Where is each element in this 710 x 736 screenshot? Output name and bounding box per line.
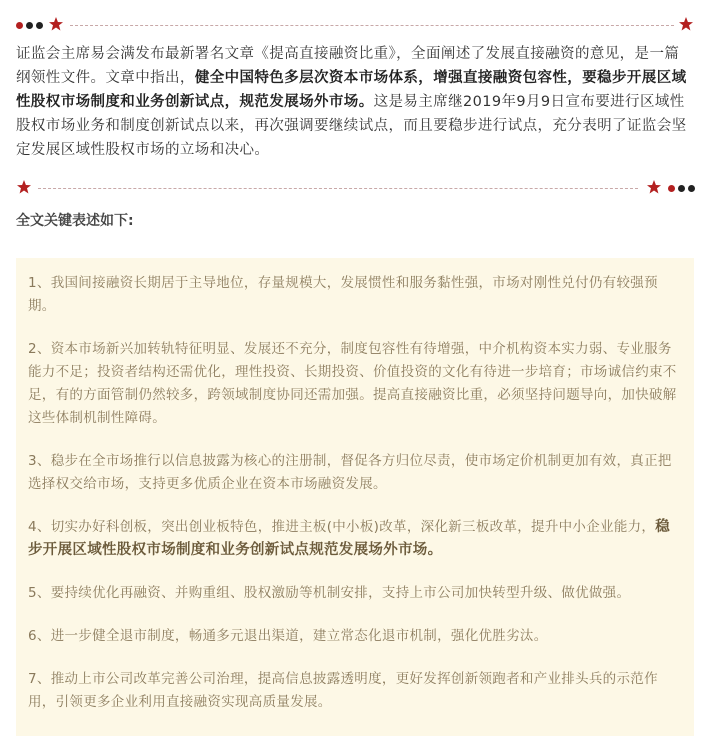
intro-paragraph xyxy=(16,42,694,162)
dot-icon xyxy=(26,22,33,29)
list-item: 2、资本市场新兴加转轨特征明显、发展还不充分，制度包容性有待增强，中介机构资本实力弱、专业服务能力不足；投资者结构还需优化，理性投资、长期投资、价值投资的文化有待进一步培育；市场诚信约束不足，有的方面管制仍然较多，跨领域制度协同还需加强。提高直接融资比重，必须坚持问题导向，加快破解这些体制机制性障碍。 xyxy=(28,341,677,426)
list-item: 6、进一步健全退市制度，畅通多元退出渠道，建立常态化退市机制，强化优胜劣汰。 xyxy=(28,628,548,644)
list-item-bold-text: 稳步开展区域性股权市场制度和业务创新试点规范发展场外市场。 xyxy=(28,519,671,558)
key-statements-box xyxy=(16,258,694,736)
list-item: 5、要持续优化再融资、并购重组、股权激励等机制安排，支持上市公司加快转型升级、做优做强。 xyxy=(28,585,631,601)
star-icon xyxy=(48,16,64,32)
intro-text: 这是易主席继2019年9月9日宣布要进行区域性股权市场业务和制度创新试点以来，再次强调要继续试点，而且要稳步进行试点，充分表明了证监会坚定发展区域性股权市场的立场和决心。 xyxy=(16,94,687,158)
list-item: 7、推动上市公司改革完善公司治理，提高信息披露透明度，更好发挥创新领跑者和产业排头兵的示范作用，引领更多企业利用直接融资实现高质量发展。 xyxy=(28,671,658,710)
dashed-line xyxy=(70,25,674,26)
divider-dots xyxy=(668,185,695,192)
dot-icon xyxy=(36,22,43,29)
top-divider xyxy=(16,16,696,36)
star-icon xyxy=(646,179,662,195)
dot-icon xyxy=(668,185,675,192)
dashed-line xyxy=(38,188,638,189)
star-icon xyxy=(678,16,694,32)
list-item xyxy=(28,516,682,562)
star-icon xyxy=(16,179,32,195)
dot-icon xyxy=(678,185,685,192)
dot-icon xyxy=(688,185,695,192)
list-item: 1、我国间接融资长期居于主导地位，存量规模大，发展惯性和服务黏性强，市场对刚性兑付仍有较强预期。 xyxy=(28,275,658,314)
dot-icon xyxy=(16,22,23,29)
list-item-text: 4、切实办好科创板，突出创业板特色，推进主板(中小板)改革，深化新三板改革，提升中小企业能力， xyxy=(28,519,656,535)
intro-text: 证监会主席易会满发布最新署名文章《提高直接融资比重》，全面阐述了发展直接融资的意见，是一篇纲领性文件。文章中指出， xyxy=(16,46,680,86)
divider-dots xyxy=(16,22,43,29)
section-heading: 全文关键表述如下: xyxy=(16,213,134,229)
intro-bold-text: 健全中国特色多层次资本市场体系，增强直接融资包容性，要稳步开展区域性股权市场制度和业务创新试点，规范发展场外市场。 xyxy=(16,70,687,110)
list-item: 3、稳步在全市场推行以信息披露为核心的注册制，督促各方归位尽责，使市场定价机制更加有效，真正把选择权交给市场，支持更多优质企业在资本市场融资发展。 xyxy=(28,453,672,492)
bottom-divider xyxy=(16,179,696,199)
